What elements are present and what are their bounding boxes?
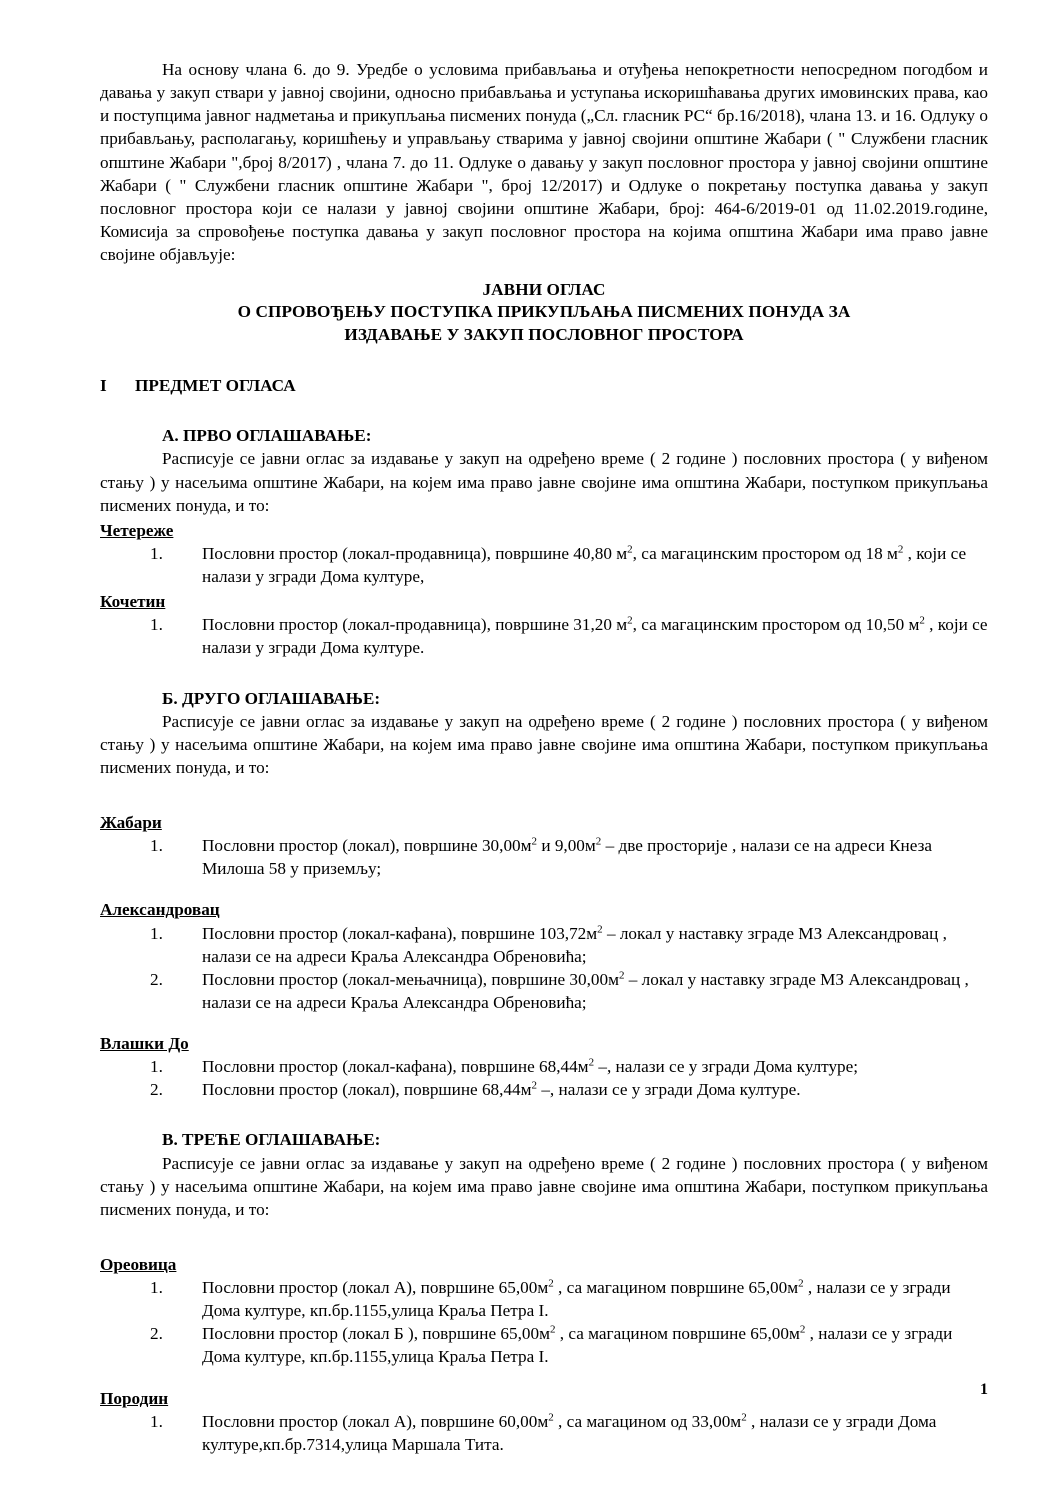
- desc-part-3: , налази се у згради Дома културе,кп.бр.7314,улица Маршала Тита.: [202, 1411, 937, 1454]
- place-name: Четереже: [100, 520, 174, 540]
- document-title: [100, 279, 988, 346]
- desc-part-3: , налази се у згради Дома културе, кп.бр.1155,улица Краља Петра I.: [202, 1278, 951, 1321]
- superscript-unit: 2: [799, 1323, 806, 1336]
- desc-part-2: и 9,00м: [537, 836, 596, 856]
- desc-part-2: , са магацинским простором од 10,50 м: [632, 615, 920, 635]
- spacer: [100, 779, 988, 809]
- property-list-item: [100, 542, 988, 588]
- desc-part-1: Пословни простор (локал), површине 68,44м: [202, 1080, 532, 1100]
- property-description: [202, 1324, 952, 1366]
- property-description: [202, 1412, 936, 1454]
- page-number: 1: [980, 1381, 988, 1399]
- desc-part-3: , који се налази у згради Дома културе.: [202, 615, 988, 658]
- superscript-unit: 2: [549, 1323, 556, 1336]
- desc-part-2: , са магацинским простором од 18 м: [632, 543, 898, 563]
- property-list: [100, 613, 988, 659]
- superscript-unit: 2: [798, 1277, 804, 1290]
- desc-part-1: Пословни простор (локал А), површине 60,00м: [202, 1411, 549, 1431]
- list-marker: 2.: [150, 1080, 163, 1100]
- desc-part-2: – локал у наставку зграде МЗ Александровац , налази се на адреси Краља Александра Обреновића;: [202, 969, 969, 1012]
- list-marker: 2.: [150, 1324, 163, 1344]
- property-list: [100, 542, 988, 588]
- property-list-item: [100, 1055, 988, 1078]
- property-list: [100, 834, 988, 880]
- desc-part-1: Пословни простор (локал А), површине 65,00м: [202, 1278, 549, 1298]
- property-description: [202, 1057, 858, 1076]
- subsection-body: Расписује се јавни оглас за издавање у закуп на одређено време ( 2 године ) пословних простора ( у виђеном стању ) у насељима општине Жабари, на којем има право јавне својине има општина Жабари, поступком прикупљања писмених понуда, и то:: [100, 1153, 988, 1219]
- desc-part-1: Пословни простор (локал-продавница), површине 40,80 м: [202, 543, 628, 563]
- desc-part-2: –, налази се у згради Дома културе.: [537, 1080, 801, 1100]
- subsection-heading: Б. ДРУГО ОГЛАШАВАЊЕ:: [162, 688, 381, 708]
- property-description: [202, 924, 947, 966]
- list-marker: 1.: [150, 923, 163, 943]
- subsection-body: Расписује се јавни оглас за издавање у закуп на одређено време ( 2 године ) пословних простора ( у виђеном стању ) у насељима општине Жабари, на којем има право јавне својине има општина Жабари, поступком прикупљања писмених понуда, и то:: [100, 449, 988, 515]
- list-marker: 1.: [150, 615, 163, 635]
- desc-part-3: , налази се у згради Дома културе, кп.бр.1155,улица Краља Петра I.: [202, 1324, 953, 1367]
- property-description: [202, 836, 932, 878]
- place-name: Жабари: [100, 813, 162, 833]
- subsection-heading: А. ПРВО ОГЛАШАВАЊЕ:: [162, 426, 372, 446]
- spacer: [100, 880, 988, 896]
- superscript-unit: 2: [531, 835, 538, 848]
- property-list-item: [100, 1276, 988, 1322]
- property-description: [202, 1278, 951, 1320]
- superscript-unit: 2: [627, 543, 633, 556]
- desc-part-1: Пословни простор (локал-кафана), површине 68,44м: [202, 1057, 589, 1077]
- property-list: [100, 922, 988, 1015]
- desc-part-2: –, налази се у згради Дома културе;: [594, 1057, 859, 1077]
- desc-part-1: Пословни простор (локал-продавница), површине 31,20 м: [202, 615, 628, 635]
- superscript-unit: 2: [531, 1079, 538, 1092]
- superscript-unit: 2: [548, 1277, 554, 1290]
- desc-part-2: , са магацином површине 65,00м: [553, 1278, 799, 1298]
- property-description: [202, 1080, 801, 1099]
- desc-part-3: – две просторије , налази се на адреси Кнеза Милоша 58 у приземљу;: [202, 836, 932, 879]
- list-marker: 1.: [150, 1057, 163, 1077]
- superscript-unit: 2: [597, 922, 603, 935]
- superscript-unit: 2: [741, 1410, 747, 1423]
- list-marker: 1.: [150, 1411, 163, 1431]
- desc-part-3: , који се налази у згради Дома културе,: [202, 543, 967, 587]
- title-line-2: О СПРОВОЂЕЊУ ПОСТУПКА ПРИКУПЉАЊА ПИСМЕНИХ ПОНУДА ЗА: [237, 302, 851, 322]
- place-name: Влашки До: [100, 1034, 189, 1054]
- spacer: [100, 1014, 988, 1030]
- spacer: [100, 1369, 988, 1385]
- property-list-item: [100, 1078, 988, 1101]
- desc-part-2: – локал у наставку зграде МЗ Александровац , налази се на адреси Краља Александра Обреновића;: [202, 923, 947, 966]
- list-marker: 1.: [150, 1278, 163, 1298]
- list-marker: 2.: [150, 969, 163, 989]
- superscript-unit: 2: [627, 614, 633, 627]
- desc-part-2: , са магацином површине 65,00м: [555, 1324, 800, 1344]
- title-line-3: ИЗДАВАЊЕ У ЗАКУП ПОСЛОВНОГ ПРОСТОРА: [344, 324, 744, 344]
- section-numeral: I: [100, 376, 107, 396]
- desc-part-1: Пословни простор (локал-кафана), површине 103,72м: [202, 923, 598, 943]
- property-list-item: [100, 1322, 988, 1368]
- section-title: ПРЕДМЕТ ОГЛАСА: [135, 376, 296, 396]
- superscript-unit: 2: [897, 543, 904, 556]
- property-description: [202, 544, 966, 586]
- superscript-unit: 2: [588, 1056, 595, 1069]
- desc-part-2: , са магацином од 33,00м: [553, 1411, 742, 1431]
- superscript-unit: 2: [595, 835, 602, 848]
- list-marker: 1.: [150, 543, 163, 563]
- property-description: [202, 970, 969, 1012]
- section-heading-predmet-oglasa: [100, 374, 988, 397]
- subsection-heading: В. ТРЕЋЕ ОГЛАШАВАЊЕ:: [162, 1130, 381, 1150]
- desc-part-1: Пословни простор (локал Б ), површине 65,00м: [202, 1324, 550, 1344]
- list-marker: 1.: [150, 836, 163, 856]
- property-list-item: [100, 834, 988, 880]
- property-list: [100, 1055, 988, 1101]
- place-name: Породин: [100, 1388, 169, 1408]
- superscript-unit: 2: [919, 614, 925, 627]
- property-list: [100, 1276, 988, 1369]
- desc-part-1: Пословни простор (локал), површине 30,00м: [202, 836, 532, 856]
- superscript-unit: 2: [618, 969, 625, 982]
- place-name: Александровац: [100, 900, 220, 920]
- property-list: [100, 1410, 988, 1456]
- property-list-item: [100, 613, 988, 659]
- spacer: [100, 1221, 988, 1251]
- property-list-item: [100, 922, 988, 968]
- desc-part-1: Пословни простор (локал-мењачница), површине 30,00м: [202, 969, 619, 989]
- superscript-unit: 2: [548, 1410, 554, 1423]
- property-description: [202, 615, 988, 657]
- subsection-body: Расписује се јавни оглас за издавање у закуп на одређено време ( 2 године ) пословних простора ( у виђеном стању ) у насељима општине Жабари, на којем има право јавне својине има општина Жабари, поступком прикупљања писмених понуда, и то:: [100, 711, 988, 777]
- sections-container: [100, 424, 988, 1456]
- property-list-item: [100, 968, 988, 1014]
- title-line-1: ЈАВНИ ОГЛАС: [482, 280, 606, 300]
- place-name: Кочетин: [100, 592, 166, 612]
- intro-paragraph: На основу члана 6. до 9. Уредбе о условима прибављања и отуђења непокретности непосредном погодбом и давања у закуп ствари у јавној својини, односно прибављања и уступања искоришћавања других имовинских права, као и поступцима јавног надметања и прикупљања писмених понуда („Сл. гласник РС“ бр.16/2018), члана 13. и 16. Одлуку о прибављању, располагању, коришћењу и управљању стварима у јавној својини општине Жабари ( " Службени гласник општине Жабари ",број 8/2017) , члана 7. до 11. Одлуке о давању у закуп пословног простора у јавној својини општине Жабари ( " Службени гласник општине Жабари ", број 12/2017) и Одлуке о покретању поступка давања у закуп пословног простора који се налази у јавној својини општине Жабари, број: 464-6/2019-01 од 11.02.2019.године, Комисија за спровођење поступка давања у закуп пословног простора на којима општина Жабари има право јавне својине објављује:: [100, 60, 988, 264]
- place-name: Ореовица: [100, 1254, 177, 1274]
- property-list-item: [100, 1410, 988, 1456]
